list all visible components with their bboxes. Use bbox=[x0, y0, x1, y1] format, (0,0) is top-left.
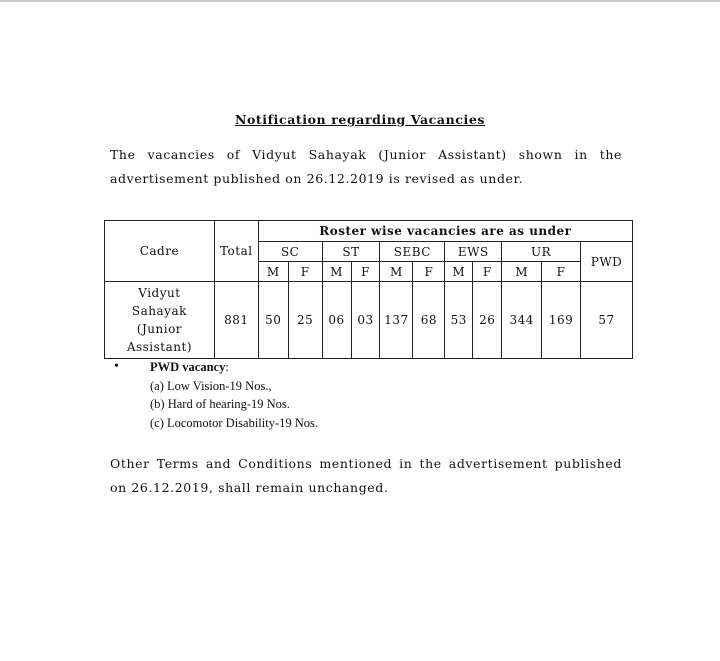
header-roster: Roster wise vacancies are as under bbox=[258, 221, 632, 242]
pwd-heading-line bbox=[150, 358, 318, 377]
cell-cadre: Vidyut Sahayak (Junior Assistant) bbox=[105, 282, 215, 359]
closing-paragraph: Other Terms and Conditions mentioned in the advertisement published on 26.12.2019, shall remain unchanged. bbox=[110, 456, 622, 495]
header-ews-f: F bbox=[473, 262, 502, 282]
header-group-ur: UR bbox=[502, 242, 581, 262]
header-sc-f: F bbox=[288, 262, 322, 282]
table-row bbox=[105, 282, 633, 359]
list-item: (b) Hard of hearing-19 Nos. bbox=[150, 397, 290, 411]
intro-paragraph: The vacancies of Vidyut Sahayak (Junior Assistant) shown in the advertisement published on 26.12.2019 is revised as under. bbox=[110, 147, 622, 186]
cell-total: 881 bbox=[214, 282, 258, 359]
header-ur-f: F bbox=[542, 262, 581, 282]
header-cadre: Cadre bbox=[105, 221, 215, 282]
title-text: Notification regarding Vacancies bbox=[234, 112, 486, 127]
header-sc-m: M bbox=[258, 262, 288, 282]
bullet-icon: • bbox=[114, 359, 119, 374]
cell-ur-f: 169 bbox=[542, 282, 581, 359]
header-group-ews: EWS bbox=[445, 242, 502, 262]
vacancy-table bbox=[104, 220, 633, 359]
page-title bbox=[0, 112, 720, 127]
pwd-heading-colon: : bbox=[225, 360, 229, 374]
header-st-m: M bbox=[322, 262, 351, 282]
header-sebc-f: F bbox=[413, 262, 445, 282]
cell-st-f: 03 bbox=[351, 282, 380, 359]
pwd-heading: PWD vacancy bbox=[150, 360, 226, 374]
cell-sc-f: 25 bbox=[288, 282, 322, 359]
header-group-st: ST bbox=[322, 242, 380, 262]
cell-sebc-m: 137 bbox=[380, 282, 413, 359]
header-sebc-m: M bbox=[380, 262, 413, 282]
header-ur-m: M bbox=[502, 262, 542, 282]
top-border-line bbox=[0, 0, 720, 2]
header-ews-m: M bbox=[445, 262, 473, 282]
list-item: (c) Locomotor Disability-19 Nos. bbox=[150, 415, 319, 430]
header-st-f: F bbox=[351, 262, 380, 282]
header-group-sc: SC bbox=[258, 242, 322, 262]
cell-ews-f: 26 bbox=[473, 282, 502, 359]
list-item: (a) Low Vision-19 Nos., bbox=[150, 378, 272, 393]
header-total: Total bbox=[214, 221, 258, 282]
cell-sebc-f: 68 bbox=[413, 282, 445, 359]
pwd-vacancy-list bbox=[114, 358, 318, 432]
header-pwd: PWD bbox=[581, 242, 633, 282]
cell-st-m: 06 bbox=[322, 282, 351, 359]
cell-pwd: 57 bbox=[581, 282, 633, 359]
cell-sc-m: 50 bbox=[258, 282, 288, 359]
cell-ur-m: 344 bbox=[502, 282, 542, 359]
cell-ews-m: 53 bbox=[445, 282, 473, 359]
header-group-sebc: SEBC bbox=[380, 242, 445, 262]
